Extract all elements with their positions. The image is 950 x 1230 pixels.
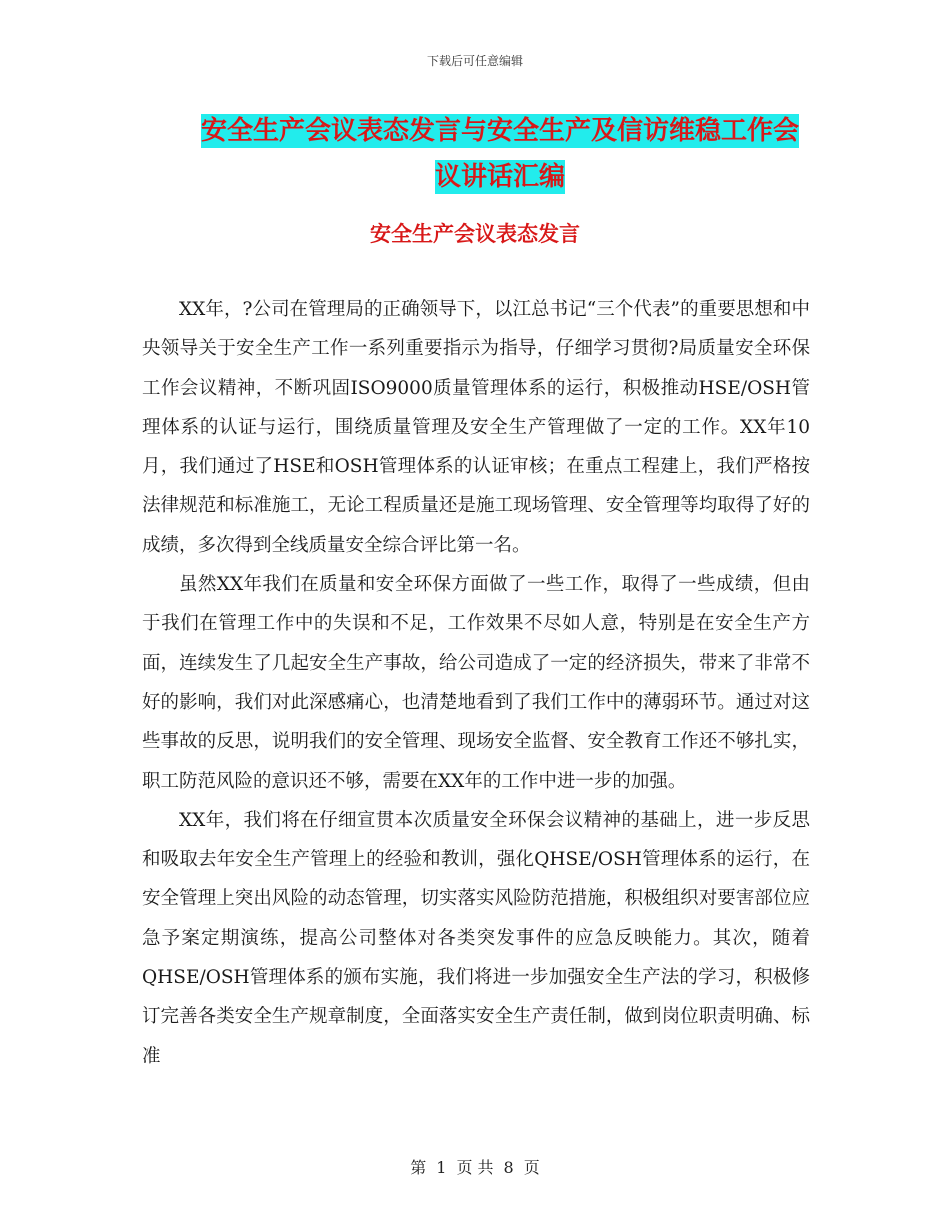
footer-total-pages: 8 (503, 1158, 514, 1177)
footer-suffix: 页 (523, 1158, 540, 1177)
document-title (120, 108, 880, 200)
document-title-line-1: 安全生产会议表态发言与安全生产及信访维稳工作会 (200, 116, 799, 146)
paragraph-2: 虽然XX年我们在质量和安全环保方面做了一些工作，取得了一些成绩，但由于我们在管理工作中的失误和不足，工作效果不尽如人意，特别是在安全生产方面，连续发生了几起安全生产事故，给公司造成了一定的经济损失，带来了非常不好的影响，我们对此深感痛心，也清楚地看到了我们工作中的薄弱环节。通过对这些事故的反思，说明我们的安全管理、现场安全监督、安全教育工作还不够扎实，职工防范风险的意识还不够，需要在XX年的工作中进一步的加强。 (142, 574, 810, 792)
document-title-line-2: 议讲话汇编 (434, 162, 565, 192)
page-footer (0, 1155, 950, 1178)
page-header-note: 下载后可任意编辑 (426, 54, 523, 68)
footer-middle: 页 共 (456, 1158, 494, 1177)
footer-page-number: 1 (436, 1158, 447, 1177)
footer-prefix: 第 (410, 1158, 427, 1177)
section-title: 安全生产会议表态发言 (370, 222, 580, 246)
document-body (142, 290, 810, 1076)
paragraph-1: XX年，?公司在管理局的正确领导下，以江总书记“三个代表”的重要思想和中央领导关于安全生产工作一系列重要指示为指导，仔细学习贯彻?局质量安全环保工作会议精神，不断巩固ISO9000质量管理体系的运行，积极推动HSE/OSH管理体系的认证与运行，围绕质量管理及安全生产管理做了一定的工作。XX年10月，我们通过了HSE和OSH管理体系的认证审核；在重点工程建上，我们严格按法律规范和标准施工，无论工程质量还是施工现场管理、安全管理等均取得了好的成绩，多次得到全线质量安全综合评比第一名。 (142, 299, 810, 556)
paragraph-3: XX年，我们将在仔细宣贯本次质量安全环保会议精神的基础上，进一步反思和吸取去年安全生产管理上的经验和教训，强化QHSE/OSH管理体系的运行，在安全管理上突出风险的动态管理，切实落实风险防范措施，积极组织对要害部位应急予案定期演练，提高公司整体对各类突发事件的应急反映能力。其次，随着QHSE/OSH管理体系的颁布实施，我们将进一步加强安全生产法的学习，积极修订完善各类安全生产规章制度，全面落实安全生产责任制，做到岗位职责明确、标准 (142, 809, 810, 1067)
